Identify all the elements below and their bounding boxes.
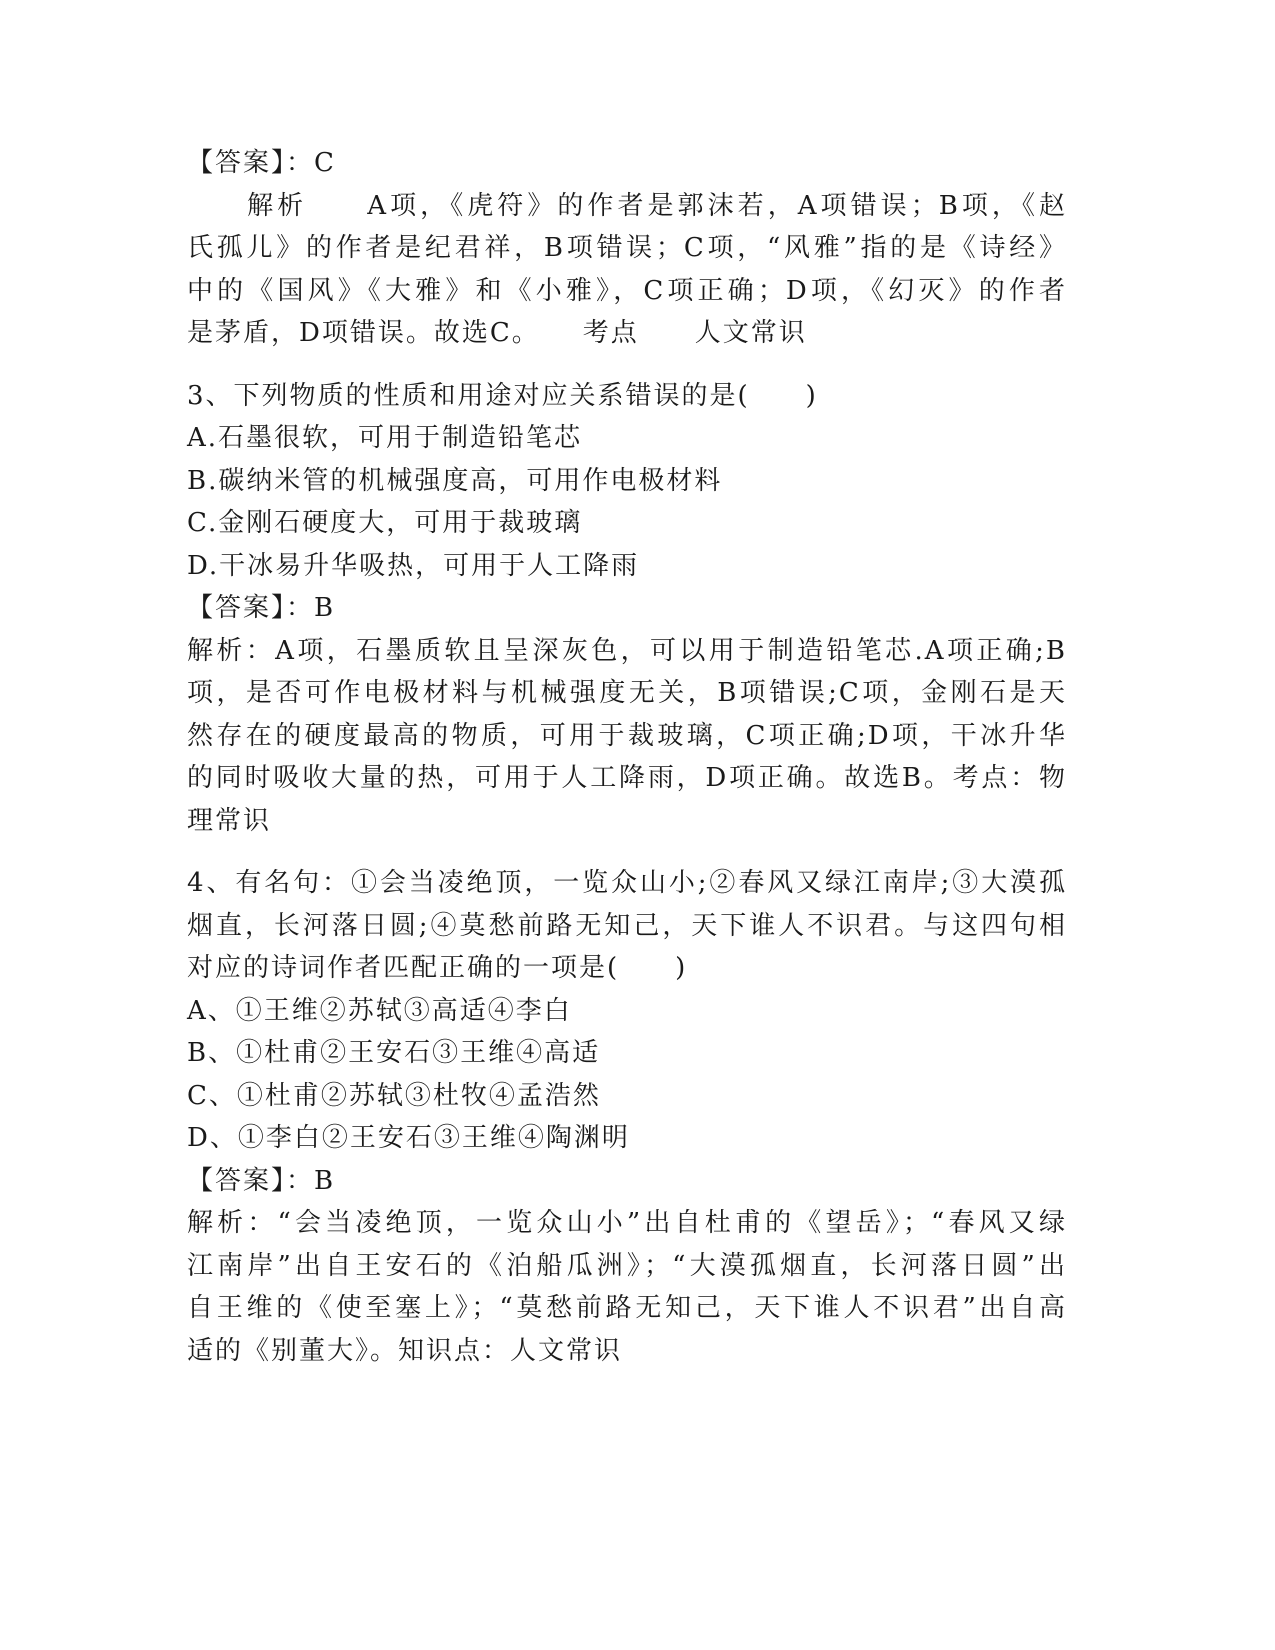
- option-b: B.碳纳米管的机械强度高，可用作电极材料: [187, 465, 723, 496]
- analysis-line: 是茅盾，D项错误。故选C。 考点 人文常识: [187, 318, 807, 348]
- question-4: [187, 862, 1067, 1372]
- analysis-line: 自王维的《使至塞上》；“莫愁前路无知己，天下谁人不识君”出自高: [187, 1293, 1067, 1323]
- analysis-line: 适的《别董大》。知识点：人文常识: [187, 1335, 623, 1366]
- option-a: A、①王维②苏轼③高适④李白: [187, 995, 572, 1026]
- analysis-line: 项，是否可作电极材料与机械强度无关，B项错误;C项，金刚石是天: [187, 678, 1067, 708]
- analysis-line: 江南岸”出自王安石的《泊船瓜洲》；“大漠孤烟直，长河落日圆”出: [187, 1250, 1067, 1281]
- spacer: [187, 842, 1067, 862]
- answer-label: 【答案】：B: [187, 1165, 336, 1196]
- option-c: C.金刚石硬度大，可用于裁玻璃: [187, 508, 583, 538]
- analysis-line: 解析 A项，《虎符》的作者是郭沫若，A项错误；B项，《赵: [187, 190, 1067, 221]
- answer-label: 【答案】：B: [187, 593, 336, 623]
- option-a: A.石墨很软，可用于制造铅笔芯: [187, 423, 583, 453]
- option-c: C、①杜甫②苏轼③杜牧④孟浩然: [187, 1080, 601, 1111]
- option-d: D.干冰易升华吸热，可用于人工降雨: [187, 550, 640, 581]
- question-text: 4、有名句：①会当凌绝顶，一览众山小;②春风又绿江南岸;③大漠孤: [187, 868, 1067, 898]
- question-3: [187, 375, 1067, 843]
- analysis-line: 中的《国风》《大雅》和《小雅》，C项正确；D项，《幻灭》的作者: [187, 275, 1067, 306]
- text-column: [187, 142, 1067, 1372]
- analysis-line: 理常识: [187, 805, 272, 836]
- analysis-line: 的同时吸收大量的热，可用于人工降雨，D项正确。故选B。考点：物: [187, 763, 1067, 793]
- analysis-line: 解析：“会当凌绝顶，一览众山小”出自杜甫的《望岳》；“春风又绿: [187, 1208, 1067, 1238]
- spacer: [187, 355, 1067, 375]
- answer-label: 【答案】：C: [187, 148, 336, 178]
- analysis-line: 然存在的硬度最高的物质，可用于裁玻璃，C项正确;D项，干冰升华: [187, 720, 1067, 751]
- question-text: 3、下列物质的性质和用途对应关系错误的是( ): [187, 380, 818, 411]
- question-text: 对应的诗词作者匹配正确的一项是( ): [187, 953, 688, 983]
- answer-block-1: [187, 142, 1067, 355]
- analysis-line: 氏孤儿》的作者是纪君祥，B项错误；C项，“风雅”指的是《诗经》: [187, 233, 1067, 263]
- analysis-line: 解析：A项，石墨质软且呈深灰色，可以用于制造铅笔芯.A项正确;B: [187, 635, 1067, 666]
- question-text: 烟直，长河落日圆;④莫愁前路无知己，天下谁人不识君。与这四句相: [187, 910, 1067, 941]
- option-d: D、①李白②王安石③王维④陶渊明: [187, 1123, 630, 1153]
- option-b: B、①杜甫②王安石③王维④高适: [187, 1038, 601, 1068]
